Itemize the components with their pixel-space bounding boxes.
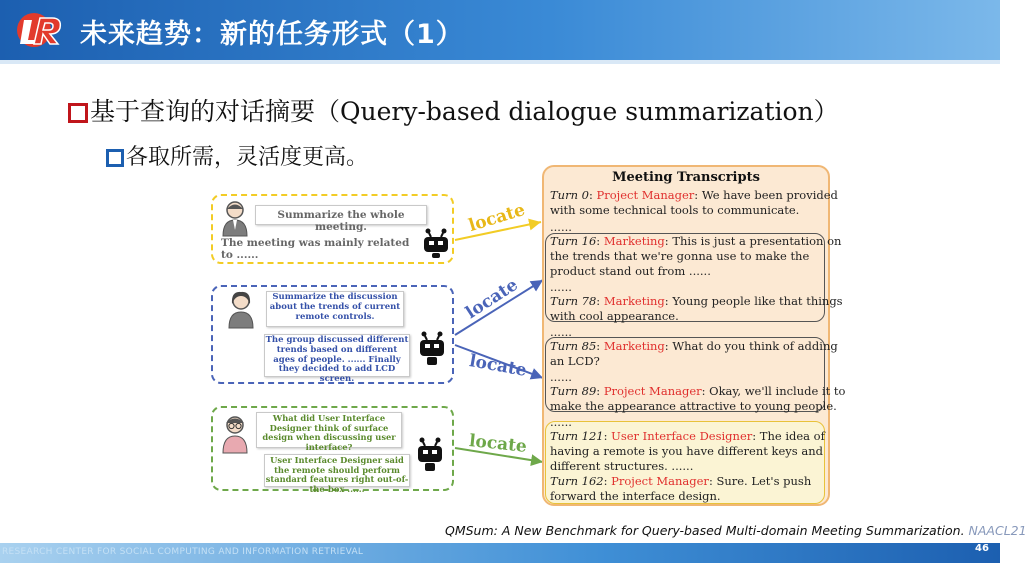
speaker-name: Project Manager bbox=[611, 474, 709, 488]
transcript-turn bbox=[550, 294, 843, 309]
transcript-turn bbox=[550, 474, 811, 489]
locate-label-blue-2: locate bbox=[467, 351, 529, 381]
bullet-level1-text: 基于查询的对话摘要（Query-based dialogue summarization） bbox=[90, 97, 839, 126]
transcript-turn bbox=[550, 429, 825, 444]
answer-bubble-remote-trends: The group discussed different trends based on different ages of people. ...... Finally they decided to add LCD screen. bbox=[265, 335, 409, 385]
locate-label-yellow: locate bbox=[466, 199, 528, 237]
turn-separator: : bbox=[588, 188, 597, 202]
speaker-name: Marketing bbox=[603, 234, 665, 248]
turn-number: Turn 78 bbox=[550, 294, 597, 308]
transcript-line: ...... bbox=[550, 370, 572, 384]
transcript-line: ...... bbox=[550, 280, 572, 294]
utterance-text: : The idea of bbox=[752, 429, 825, 443]
locate-label-blue-1: locate bbox=[462, 274, 522, 324]
turn-number: Turn 121 bbox=[550, 429, 604, 443]
turn-number: Turn 162 bbox=[550, 474, 604, 488]
turn-number: Turn 89 bbox=[550, 384, 597, 398]
transcript-line: the trends that we're gonna use to make the bbox=[550, 249, 810, 263]
footer-lab-name: RESEARCH CENTER FOR SOCIAL COMPUTING AND INFORMATION RETRIEVAL bbox=[2, 547, 364, 557]
page-number: 46 bbox=[975, 543, 989, 554]
transcript-line: with cool appearance. bbox=[550, 309, 679, 323]
utterance-text: : What do you think of adding bbox=[664, 339, 838, 353]
speaker-name: Marketing bbox=[603, 294, 665, 308]
speaker-name: User Interface Designer bbox=[611, 429, 753, 443]
turn-separator: : bbox=[596, 339, 604, 353]
utterance-text: : Sure. Let's push bbox=[708, 474, 812, 488]
turn-separator: : bbox=[603, 474, 612, 488]
transcript-line: with some technical tools to communicate. bbox=[550, 203, 800, 217]
transcript-turn bbox=[550, 339, 838, 354]
transcript-line: different structures. ...... bbox=[550, 459, 694, 473]
utterance-text: : Okay, we'll include it to bbox=[701, 384, 846, 398]
citation-text: QMSum: A New Benchmark for Query-based Multi-domain Meeting Summarization. bbox=[445, 523, 965, 538]
utterance-text: : Young people like that things bbox=[664, 294, 843, 308]
locate-label-green: locate bbox=[468, 431, 528, 457]
speaker-name: Project Manager bbox=[603, 384, 702, 398]
speaker-name: Project Manager bbox=[596, 188, 695, 202]
query-bubble-remote-trends: Summarize the discussion about the trends of current remote controls. bbox=[266, 291, 404, 327]
turn-separator: : bbox=[596, 384, 604, 398]
transcript-turn bbox=[550, 234, 841, 249]
transcript-line: ...... bbox=[550, 220, 572, 234]
utterance-text: : We have been provided bbox=[694, 188, 838, 202]
turn-number: Turn 85 bbox=[550, 339, 597, 353]
transcript-turn bbox=[550, 188, 838, 203]
citation bbox=[445, 523, 1027, 538]
bullet-level2-text: 各取所需，灵活度更高。 bbox=[126, 145, 369, 170]
page-title: 未来趋势：新的任务形式（1） bbox=[80, 19, 464, 50]
transcript-line: forward the interface design. bbox=[550, 489, 721, 503]
turn-separator: : bbox=[596, 294, 604, 308]
speaker-name: Marketing bbox=[603, 339, 665, 353]
query-bubble-surface-design: What did User Interface Designer think of surface design when discussing user interface? bbox=[256, 412, 402, 448]
transcript-line: ...... bbox=[550, 415, 572, 429]
answer-bubble-whole-meeting: The meeting was mainly related to ...... bbox=[221, 237, 410, 262]
answer-bubble-surface-design: User Interface Designer said the remote should perform standard features right out-of-the-box ...... bbox=[265, 455, 409, 494]
turn-number: Turn 0 bbox=[550, 188, 589, 202]
transcript-line: product stand out from ...... bbox=[550, 264, 711, 278]
transcript-title: Meeting Transcripts bbox=[612, 170, 760, 185]
turn-number: Turn 16 bbox=[550, 234, 597, 248]
transcript-line: make the appearance attractive to young people. bbox=[550, 399, 837, 413]
turn-separator: : bbox=[603, 429, 612, 443]
transcript-line: ...... bbox=[550, 325, 572, 339]
transcript-line: an LCD? bbox=[550, 354, 600, 368]
utterance-text: : This is just a presentation on bbox=[664, 234, 842, 248]
transcript-line: having a remote is you have different keys and bbox=[550, 444, 823, 458]
transcript-turn bbox=[550, 384, 845, 399]
citation-venue: NAACL21 bbox=[968, 523, 1027, 538]
query-bubble-whole-meeting: Summarize the whole meeting. bbox=[255, 205, 427, 225]
turn-separator: : bbox=[596, 234, 604, 248]
